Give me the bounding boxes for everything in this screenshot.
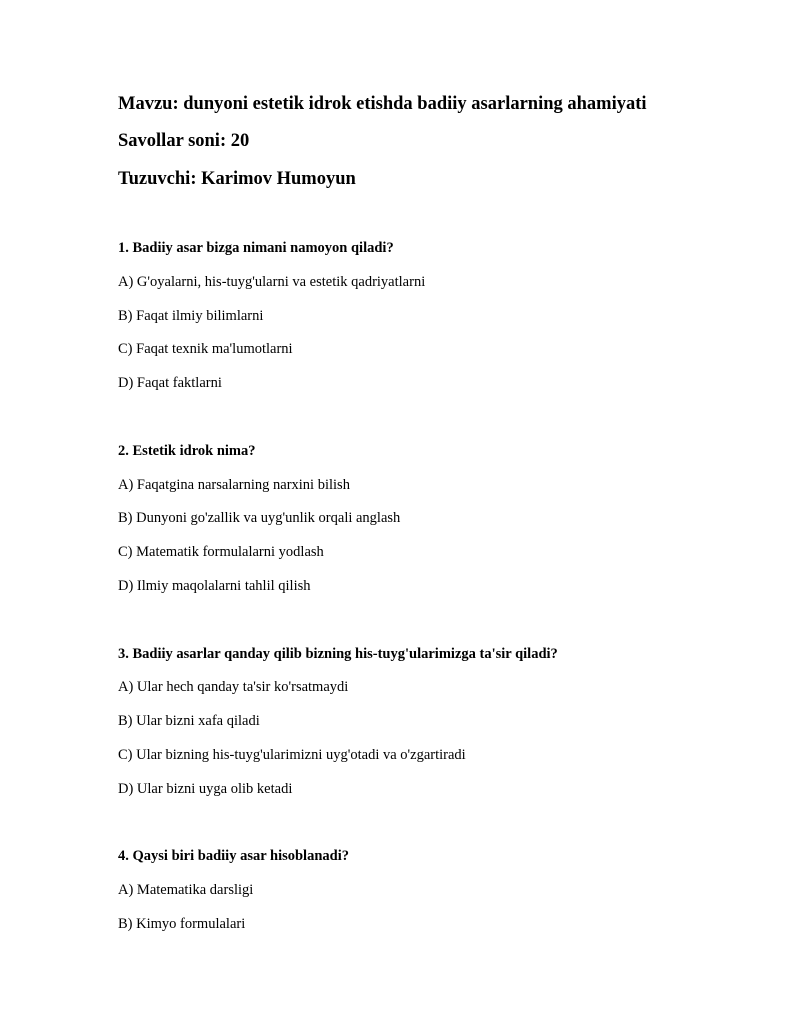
answer-option: C) Matematik formulalarni yodlash xyxy=(118,544,324,560)
answer-option: C) Ular bizning his-tuyg'ularimizni uyg'otadi va o'zgartiradi xyxy=(118,747,466,763)
answer-option: A) Faqatgina narsalarning narxini bilish xyxy=(118,477,350,493)
answer-option: C) Faqat texnik ma'lumotlarni xyxy=(118,341,293,357)
question-title: 1. Badiiy asar bizga nimani namoyon qiladi? xyxy=(118,240,394,256)
author-heading: Tuzuvchi: Karimov Humoyun xyxy=(118,169,356,189)
answer-option: A) Ular hech qanday ta'sir ko'rsatmaydi xyxy=(118,679,349,695)
topic-heading: Mavzu: dunyoni estetik idrok etishda badiiy asarlarning ahamiyati xyxy=(118,94,647,114)
answer-option: B) Ular bizni xafa qiladi xyxy=(118,713,260,729)
answer-option: B) Faqat ilmiy bilimlarni xyxy=(118,308,264,324)
answer-option: D) Faqat faktlarni xyxy=(118,375,222,391)
answer-option: D) Ular bizni uyga olib ketadi xyxy=(118,781,293,797)
question-title: 4. Qaysi biri badiiy asar hisoblanadi? xyxy=(118,848,349,864)
answer-option: D) Ilmiy maqolalarni tahlil qilish xyxy=(118,578,311,594)
answer-option: A) Matematika darsligi xyxy=(118,882,254,898)
answer-option: B) Dunyoni go'zallik va uyg'unlik orqali anglash xyxy=(118,510,401,526)
question-title: 3. Badiiy asarlar qanday qilib bizning his-tuyg'ularimizga ta'sir qiladi? xyxy=(118,646,558,662)
answer-option: A) G'oyalarni, his-tuyg'ularni va estetik qadriyatlarni xyxy=(118,274,426,290)
question-title: 2. Estetik idrok nima? xyxy=(118,443,256,459)
question-count-heading: Savollar soni: 20 xyxy=(118,131,250,151)
answer-option: B) Kimyo formulalari xyxy=(118,916,246,932)
